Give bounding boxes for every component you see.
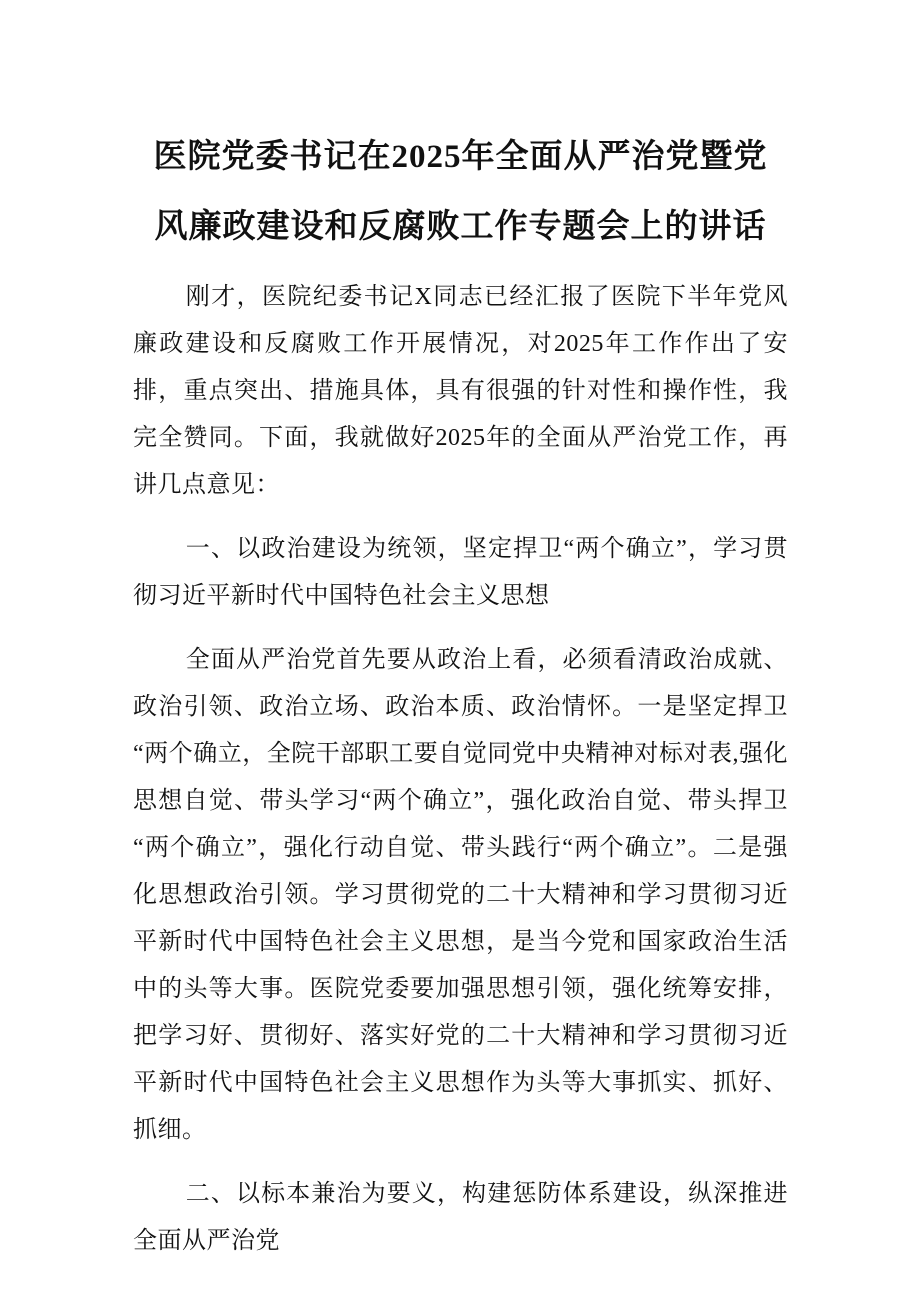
document-title-line-2: 风廉政建设和反腐败工作专题会上的讲话	[154, 209, 767, 245]
section-heading-1: 一、以政治建设为统领，坚定捍卫“两个确立”，学习贯彻习近平新时代中国特色社会主义思想	[133, 536, 788, 609]
paragraph-section-1-body: 全面从严治党首先要从政治上看，必须看清政治成就、政治引领、政治立场、政治本质、政治情怀。一是坚定捍卫“两个确立，全院干部职工要自觉同党中央精神对标对表,强化思想自觉、带头学习“两个确立”，强化政治自觉、带头捍卫“两个确立”，强化行动自觉、带头践行“两个确立”。二是强化思想政治引领。学习贯彻党的二十大精神和学习贯彻习近平新时代中国特色社会主义思想，是当今党和国家政治生活中的头等大事。医院党委要加强思想引领，强化统筹安排，把学习好、贯彻好、落实好党的二十大精神和学习贯彻习近平新时代中国特色社会主义思想作为头等大事抓实、抓好、抓细。	[133, 647, 788, 1143]
section-heading-2: 二、以标本兼治为要义，构建惩防体系建设，纵深推进全面从严治党	[133, 1181, 788, 1254]
paragraph-intro: 刚才，医院纪委书记X同志已经汇报了医院下半年党风廉政建设和反腐败工作开展情况，对2025年工作作出了安排，重点突出、措施具体，具有很强的针对性和操作性，我完全赞同。下面，我就做好2025年的全面从严治党工作，再讲几点意见：	[133, 284, 788, 498]
document-title	[133, 122, 788, 262]
document-title-line-1: 医院党委书记在2025年全面从严治党暨党	[153, 139, 768, 175]
